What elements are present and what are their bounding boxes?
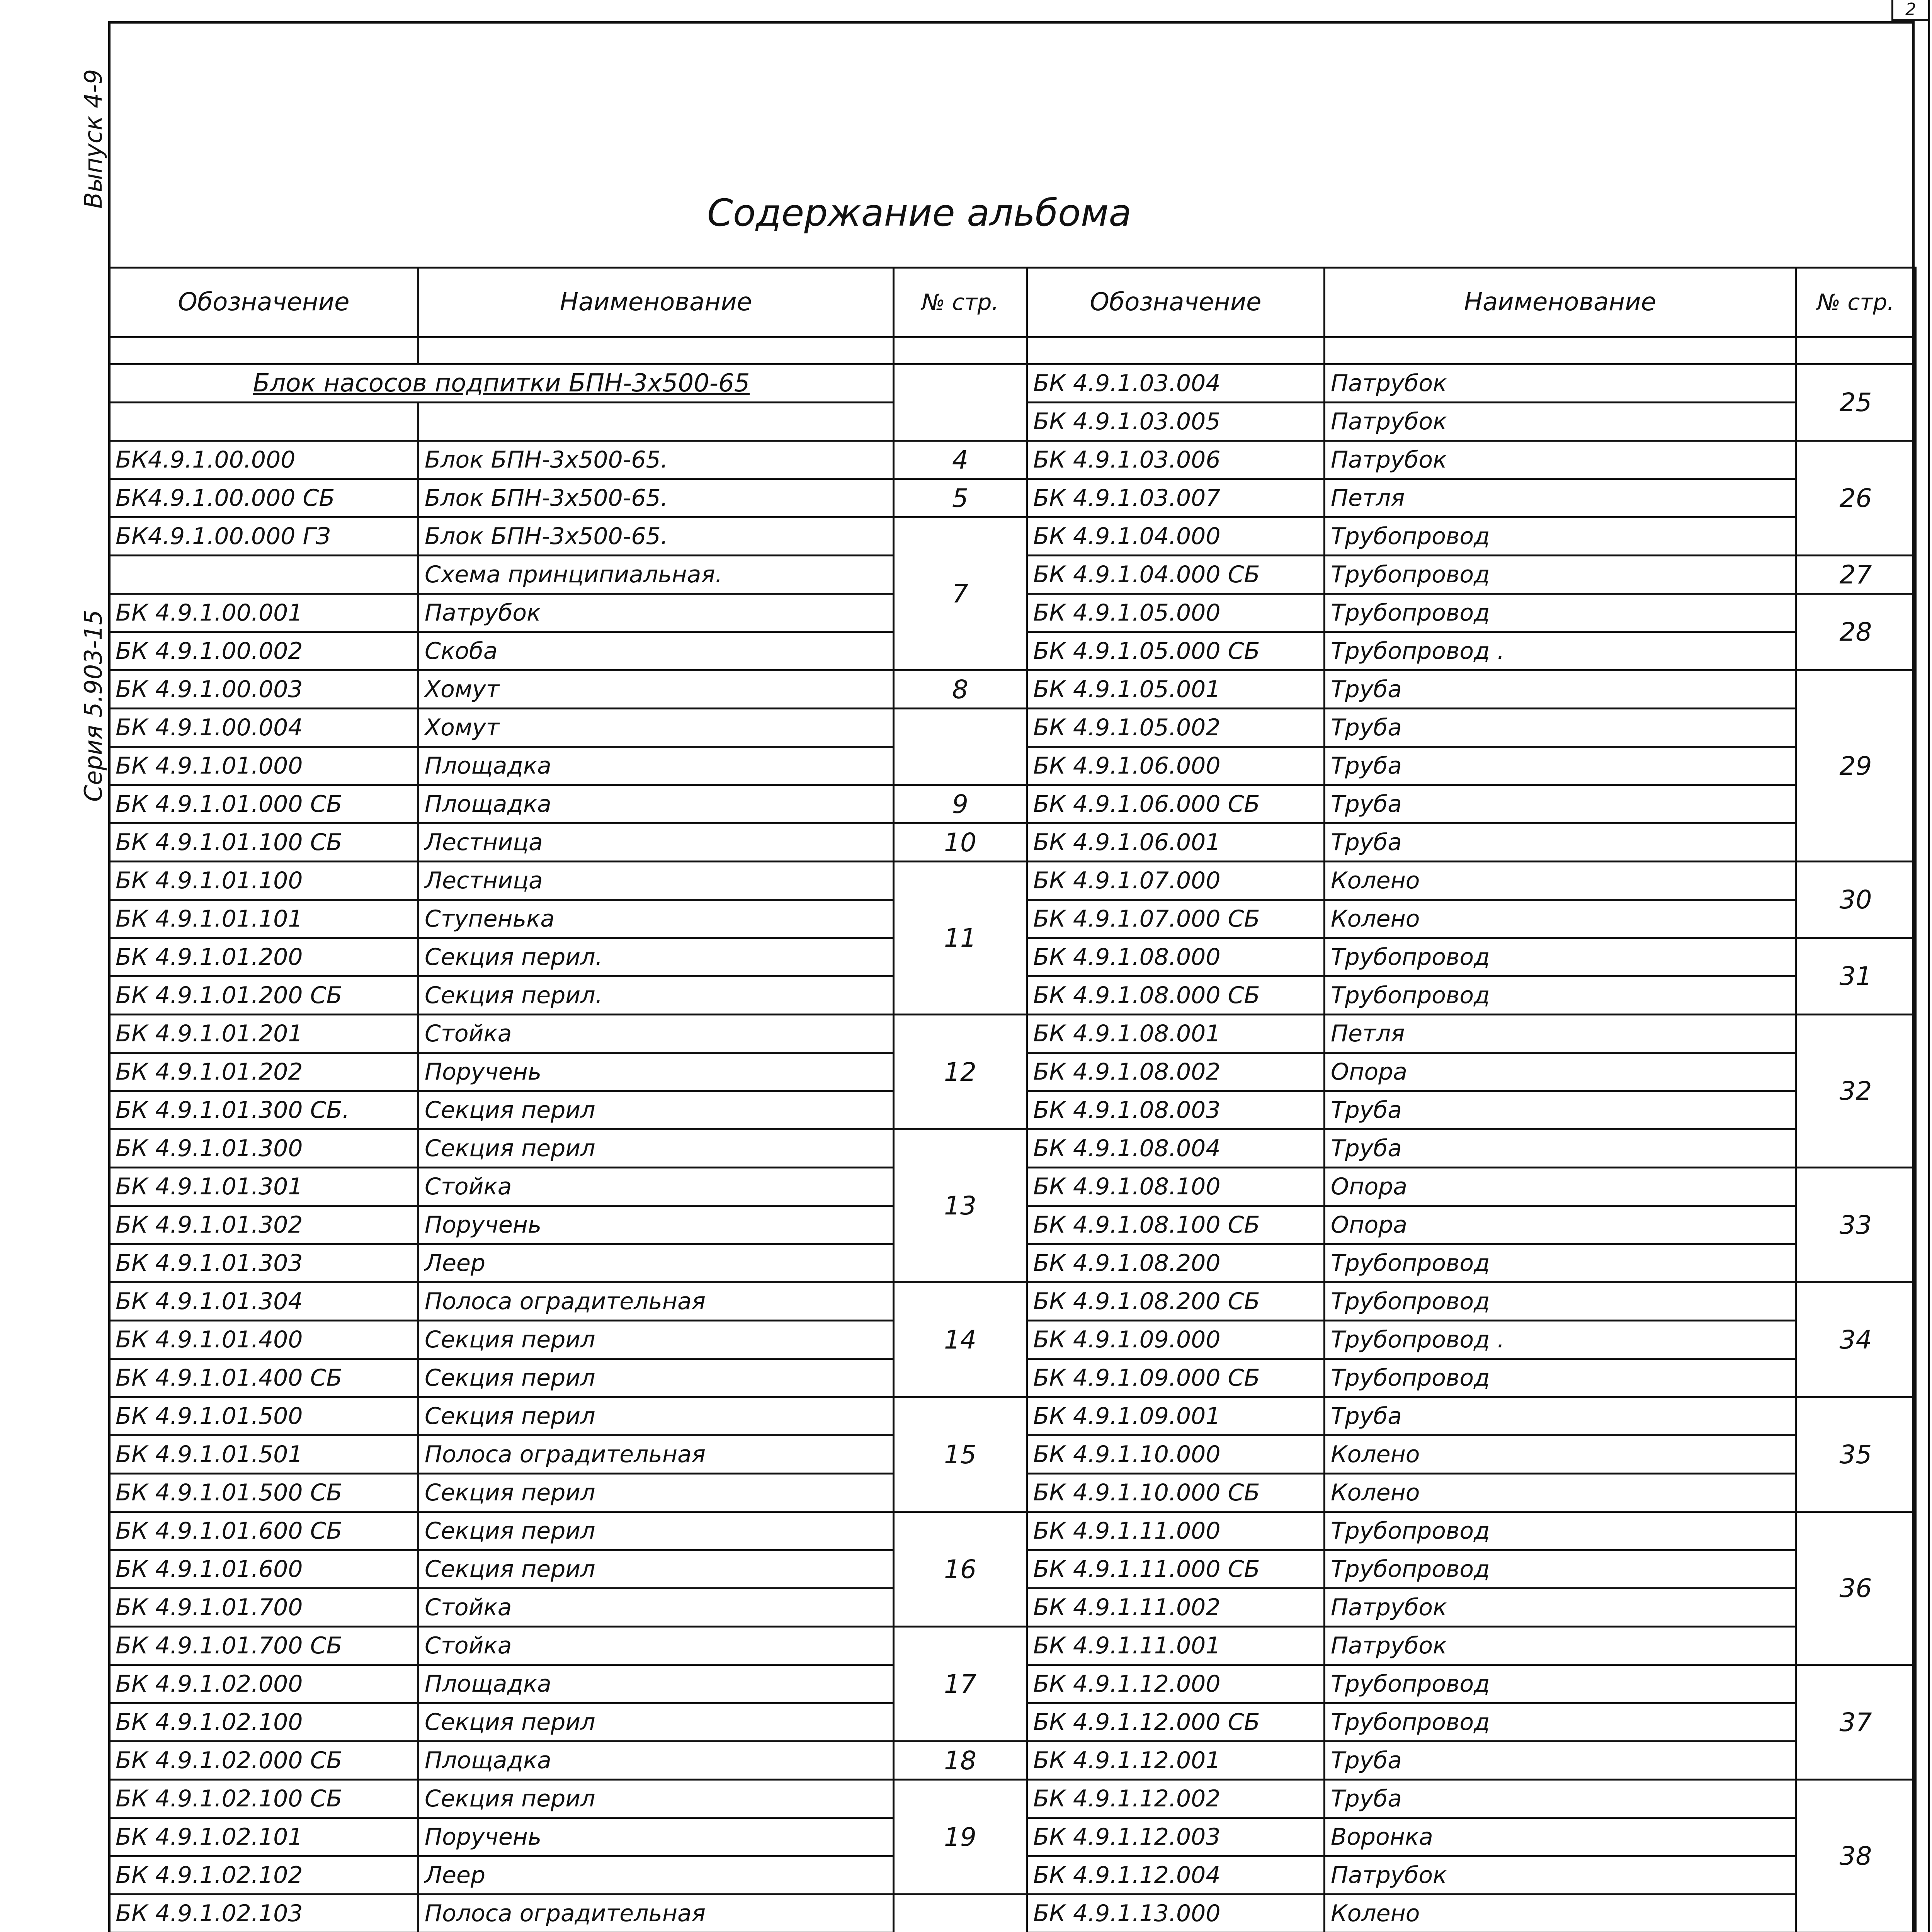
left-page-cell: 7 <box>894 517 1027 670</box>
right-name-cell: Труба <box>1325 785 1796 823</box>
right-code-cell: БК 4.9.1.12.004 <box>1027 1856 1325 1895</box>
left-name-cell: Ступенька <box>418 900 894 938</box>
right-name-cell: Патрубок <box>1325 441 1796 479</box>
left-name-cell: Хомут <box>418 709 894 747</box>
left-name-cell: Площадка <box>418 1665 894 1703</box>
right-code-cell: БК 4.9.1.05.001 <box>1027 670 1325 709</box>
right-code-cell: БК 4.9.1.08.001 <box>1027 1015 1325 1053</box>
left-page-cell: 13 <box>894 1129 1027 1282</box>
right-name-cell: Опора <box>1325 1206 1796 1244</box>
page-title: Содержание альбома <box>707 191 1132 235</box>
right-code-cell: БК 4.9.1.06.001 <box>1027 823 1325 862</box>
outer-frame-line <box>1928 0 1930 1932</box>
left-name-cell: Леер <box>418 1244 894 1282</box>
left-code-cell: БК4.9.1.00.000 <box>109 441 418 479</box>
left-name-cell <box>418 403 894 441</box>
left-name-cell: Секция перил <box>418 1321 894 1359</box>
table-row <box>109 1512 1916 1550</box>
contents-table <box>108 267 1917 1932</box>
left-page-cell: 9 <box>894 785 1027 823</box>
left-page-cell: 15 <box>894 1397 1027 1512</box>
header-page: № стр. <box>894 268 1027 337</box>
right-name-cell: Трубопровод <box>1325 1512 1796 1550</box>
table-row <box>109 1015 1916 1053</box>
right-page-cell: 33 <box>1796 1168 1916 1282</box>
right-page-cell: 38 <box>1796 1780 1916 1932</box>
left-name-cell: Секция перил <box>418 1474 894 1512</box>
left-name-cell: Полоса оградительная <box>418 1435 894 1474</box>
right-name-cell: Трубопровод <box>1325 594 1796 632</box>
left-name-cell: Скоба <box>418 632 894 670</box>
left-code-cell: БК4.9.1.00.000 СБ <box>109 479 418 517</box>
left-page-cell: 10 <box>894 823 1027 862</box>
left-code-cell: БК 4.9.1.01.202 <box>109 1053 418 1091</box>
left-name-cell: Секция перил. <box>418 938 894 976</box>
right-code-cell: БК 4.9.1.12.000 <box>1027 1665 1325 1703</box>
table-row <box>109 1895 1916 1932</box>
left-code-cell: БК 4.9.1.01.301 <box>109 1168 418 1206</box>
right-name-cell: Труба <box>1325 1397 1796 1435</box>
right-name-cell: Труба <box>1325 1742 1796 1780</box>
right-code-cell: БК 4.9.1.04.000 СБ <box>1027 556 1325 594</box>
right-page-cell: 36 <box>1796 1512 1916 1665</box>
right-code-cell: БК 4.9.1.06.000 СБ <box>1027 785 1325 823</box>
right-page-cell: 31 <box>1796 938 1916 1015</box>
right-name-cell: Трубопровод <box>1325 1244 1796 1282</box>
left-code-cell: БК 4.9.1.00.001 <box>109 594 418 632</box>
header-code: Обозначение <box>109 268 418 337</box>
header-name: Наименование <box>1325 268 1796 337</box>
left-page-cell: 14 <box>894 1282 1027 1397</box>
right-page-cell: 32 <box>1796 1015 1916 1168</box>
left-code-cell: БК 4.9.1.01.303 <box>109 1244 418 1282</box>
left-code-cell: БК 4.9.1.01.200 <box>109 938 418 976</box>
left-code-cell: БК 4.9.1.01.400 СБ <box>109 1359 418 1397</box>
left-code-cell: БК 4.9.1.01.100 СБ <box>109 823 418 862</box>
left-name-cell: Площадка <box>418 747 894 785</box>
left-code-cell: БК 4.9.1.01.101 <box>109 900 418 938</box>
left-code-cell: БК 4.9.1.01.100 <box>109 862 418 900</box>
left-page-cell <box>894 709 1027 785</box>
header-page: № стр. <box>1796 268 1916 337</box>
table-row <box>109 441 1916 479</box>
right-name-cell: Труба <box>1325 823 1796 862</box>
left-name-cell: Секция перил <box>418 1703 894 1742</box>
left-code-cell <box>109 403 418 441</box>
left-code-cell: БК 4.9.1.02.100 СБ <box>109 1780 418 1818</box>
left-name-cell: Площадка <box>418 1742 894 1780</box>
table-row <box>109 364 1916 403</box>
right-page-cell: 25 <box>1796 364 1916 441</box>
right-name-cell: Патрубок <box>1325 1627 1796 1665</box>
table-header-row <box>109 268 1916 337</box>
right-page-cell: 34 <box>1796 1282 1916 1397</box>
left-code-cell: БК 4.9.1.01.000 СБ <box>109 785 418 823</box>
left-name-cell: Поручень <box>418 1206 894 1244</box>
left-name-cell: Секция перил <box>418 1512 894 1550</box>
left-code-cell: БК 4.9.1.01.200 СБ <box>109 976 418 1015</box>
right-code-cell: БК 4.9.1.11.001 <box>1027 1627 1325 1665</box>
right-code-cell: БК 4.9.1.11.002 <box>1027 1588 1325 1627</box>
left-page-cell: 19 <box>894 1780 1027 1895</box>
table-row <box>109 1780 1916 1818</box>
left-page-cell: 11 <box>894 862 1027 1015</box>
left-name-cell: Лестница <box>418 862 894 900</box>
left-code-cell: БК 4.9.1.01.700 <box>109 1588 418 1627</box>
left-name-cell: Стойка <box>418 1588 894 1627</box>
left-name-cell: Лестница <box>418 823 894 862</box>
table-row <box>109 1282 1916 1321</box>
left-code-cell: БК 4.9.1.01.300 СБ. <box>109 1091 418 1129</box>
right-page-cell: 27 <box>1796 556 1916 594</box>
left-name-cell: Секция перил. <box>418 976 894 1015</box>
right-code-cell: БК 4.9.1.12.003 <box>1027 1818 1325 1856</box>
right-code-cell: БК 4.9.1.08.004 <box>1027 1129 1325 1168</box>
right-name-cell: Труба <box>1325 1091 1796 1129</box>
left-code-cell: БК 4.9.1.02.000 СБ <box>109 1742 418 1780</box>
left-name-cell: Полоса оградительная <box>418 1282 894 1321</box>
right-code-cell: БК 4.9.1.07.000 <box>1027 862 1325 900</box>
left-code-cell: БК 4.9.1.01.600 СБ <box>109 1512 418 1550</box>
right-code-cell: БК 4.9.1.06.000 <box>1027 747 1325 785</box>
right-name-cell: Трубопровод . <box>1325 632 1796 670</box>
left-code-cell: БК 4.9.1.02.102 <box>109 1856 418 1895</box>
left-code-cell: БК 4.9.1.01.600 <box>109 1550 418 1588</box>
right-page-cell: 30 <box>1796 862 1916 938</box>
table-row <box>109 862 1916 900</box>
right-code-cell: БК 4.9.1.08.002 <box>1027 1053 1325 1091</box>
right-page-cell: 28 <box>1796 594 1916 670</box>
left-name-cell: Стойка <box>418 1627 894 1665</box>
right-name-cell: Трубопровод <box>1325 938 1796 976</box>
right-code-cell: БК 4.9.1.08.200 СБ <box>1027 1282 1325 1321</box>
left-page-cell <box>894 364 1027 441</box>
right-code-cell: БК 4.9.1.05.000 СБ <box>1027 632 1325 670</box>
left-name-cell: Секция перил <box>418 1091 894 1129</box>
right-page-cell: 37 <box>1796 1665 1916 1780</box>
left-code-cell: БК 4.9.1.02.100 <box>109 1703 418 1742</box>
left-code-cell: БК 4.9.1.02.101 <box>109 1818 418 1856</box>
right-name-cell: Колено <box>1325 862 1796 900</box>
spacer-cell <box>418 337 894 364</box>
left-code-cell: БК 4.9.1.01.500 <box>109 1397 418 1435</box>
left-name-cell: Полоса оградительная <box>418 1895 894 1932</box>
left-page-cell: 5 <box>894 479 1027 517</box>
right-code-cell: БК 4.9.1.13.000 <box>1027 1895 1325 1932</box>
right-code-cell: БК 4.9.1.07.000 СБ <box>1027 900 1325 938</box>
table-row <box>109 1742 1916 1780</box>
right-name-cell: Колено <box>1325 1474 1796 1512</box>
spacer-cell <box>894 337 1027 364</box>
right-code-cell: БК 4.9.1.12.001 <box>1027 1742 1325 1780</box>
right-name-cell: Патрубок <box>1325 364 1796 403</box>
right-code-cell: БК 4.9.1.03.004 <box>1027 364 1325 403</box>
right-name-cell: Трубопровод <box>1325 1282 1796 1321</box>
spacer-cell <box>1325 337 1796 364</box>
right-code-cell: БК 4.9.1.05.002 <box>1027 709 1325 747</box>
right-code-cell: БК 4.9.1.08.200 <box>1027 1244 1325 1282</box>
left-name-cell: Схема принципиальная. <box>418 556 894 594</box>
table-row <box>109 670 1916 709</box>
right-name-cell: Труба <box>1325 1780 1796 1818</box>
right-name-cell: Колено <box>1325 1895 1796 1932</box>
right-code-cell: БК 4.9.1.08.000 СБ <box>1027 976 1325 1015</box>
left-code-cell: БК 4.9.1.00.002 <box>109 632 418 670</box>
left-page-cell: 8 <box>894 670 1027 709</box>
right-code-cell: БК 4.9.1.04.000 <box>1027 517 1325 556</box>
right-name-cell: Патрубок <box>1325 1588 1796 1627</box>
left-name-cell: Блок БПН-3х500-65. <box>418 441 894 479</box>
right-code-cell: БК 4.9.1.08.100 СБ <box>1027 1206 1325 1244</box>
left-code-cell: БК 4.9.1.00.003 <box>109 670 418 709</box>
left-name-cell: Леер <box>418 1856 894 1895</box>
right-code-cell: БК 4.9.1.10.000 <box>1027 1435 1325 1474</box>
right-code-cell: БК 4.9.1.08.003 <box>1027 1091 1325 1129</box>
table-row <box>109 785 1916 823</box>
right-name-cell: Трубопровод <box>1325 517 1796 556</box>
right-name-cell: Труба <box>1325 1129 1796 1168</box>
left-code-cell: БК 4.9.1.01.000 <box>109 747 418 785</box>
left-name-cell: Площадка <box>418 785 894 823</box>
right-name-cell: Трубопровод . <box>1325 1321 1796 1359</box>
page-number: 2 <box>1891 0 1928 21</box>
right-page-cell: 35 <box>1796 1397 1916 1512</box>
right-name-cell: Опора <box>1325 1168 1796 1206</box>
left-name-cell: Стойка <box>418 1015 894 1053</box>
table-row <box>109 1627 1916 1665</box>
right-code-cell: БК 4.9.1.12.002 <box>1027 1780 1325 1818</box>
right-name-cell: Трубопровод <box>1325 976 1796 1015</box>
issue-label: Выпуск 4-9 <box>79 69 107 209</box>
spacer-cell <box>109 337 418 364</box>
right-code-cell: БК 4.9.1.11.000 СБ <box>1027 1550 1325 1588</box>
left-code-cell: БК 4.9.1.01.500 СБ <box>109 1474 418 1512</box>
table-row <box>109 1129 1916 1168</box>
right-name-cell: Трубопровод <box>1325 1703 1796 1742</box>
left-code-cell: БК 4.9.1.00.004 <box>109 709 418 747</box>
left-code-cell: БК 4.9.1.01.501 <box>109 1435 418 1474</box>
left-page-cell: 12 <box>894 1015 1027 1129</box>
left-code-cell: БК 4.9.1.01.201 <box>109 1015 418 1053</box>
left-name-cell: Поручень <box>418 1053 894 1091</box>
right-name-cell: Воронка <box>1325 1818 1796 1856</box>
left-name-cell: Секция перил <box>418 1129 894 1168</box>
right-name-cell: Патрубок <box>1325 403 1796 441</box>
right-name-cell: Труба <box>1325 670 1796 709</box>
left-name-cell: Секция перил <box>418 1397 894 1435</box>
left-name-cell: Патрубок <box>418 594 894 632</box>
right-name-cell: Патрубок <box>1325 1856 1796 1895</box>
right-code-cell: БК 4.9.1.08.000 <box>1027 938 1325 976</box>
right-code-cell: БК 4.9.1.03.005 <box>1027 403 1325 441</box>
right-name-cell: Труба <box>1325 747 1796 785</box>
spacer-cell <box>1027 337 1325 364</box>
left-code-cell: БК 4.9.1.01.400 <box>109 1321 418 1359</box>
right-name-cell: Опора <box>1325 1053 1796 1091</box>
table-row <box>109 823 1916 862</box>
left-page-cell: 17 <box>894 1627 1027 1742</box>
left-name-cell: Поручень <box>418 1818 894 1856</box>
right-name-cell: Труба <box>1325 709 1796 747</box>
right-code-cell: БК 4.9.1.03.006 <box>1027 441 1325 479</box>
table-row <box>109 709 1916 747</box>
left-code-cell: БК 4.9.1.02.000 <box>109 1665 418 1703</box>
right-page-cell: 29 <box>1796 670 1916 862</box>
left-page-cell: 18 <box>894 1742 1027 1780</box>
right-code-cell: БК 4.9.1.09.000 СБ <box>1027 1359 1325 1397</box>
left-page-cell <box>894 1895 1027 1932</box>
left-code-cell: БК 4.9.1.01.304 <box>109 1282 418 1321</box>
left-name-cell: Блок БПН-3х500-65. <box>418 479 894 517</box>
right-name-cell: Петля <box>1325 479 1796 517</box>
left-code-cell <box>109 556 418 594</box>
left-name-cell: Хомут <box>418 670 894 709</box>
right-code-cell: БК 4.9.1.10.000 СБ <box>1027 1474 1325 1512</box>
right-name-cell: Трубопровод <box>1325 1359 1796 1397</box>
right-name-cell: Колено <box>1325 1435 1796 1474</box>
table-row <box>109 479 1916 517</box>
right-page-cell: 26 <box>1796 441 1916 556</box>
right-name-cell: Трубопровод <box>1325 1665 1796 1703</box>
left-code-cell: БК4.9.1.00.000 ГЗ <box>109 517 418 556</box>
right-name-cell: Трубопровод <box>1325 556 1796 594</box>
left-code-cell: БК 4.9.1.01.700 СБ <box>109 1627 418 1665</box>
spacer-row <box>109 337 1916 364</box>
right-code-cell: БК 4.9.1.03.007 <box>1027 479 1325 517</box>
left-name-cell: Блок БПН-3х500-65. <box>418 517 894 556</box>
right-code-cell: БК 4.9.1.12.000 СБ <box>1027 1703 1325 1742</box>
left-name-cell: Стойка <box>418 1168 894 1206</box>
right-code-cell: БК 4.9.1.09.000 <box>1027 1321 1325 1359</box>
right-code-cell: БК 4.9.1.08.100 <box>1027 1168 1325 1206</box>
left-page-cell: 16 <box>894 1512 1027 1627</box>
left-page-cell: 4 <box>894 441 1027 479</box>
spacer-cell <box>1796 337 1916 364</box>
right-code-cell: БК 4.9.1.09.001 <box>1027 1397 1325 1435</box>
left-name-cell: Секция перил <box>418 1550 894 1588</box>
left-code-cell: БК 4.9.1.02.103 <box>109 1895 418 1932</box>
right-name-cell: Петля <box>1325 1015 1796 1053</box>
header-code: Обозначение <box>1027 268 1325 337</box>
right-code-cell: БК 4.9.1.05.000 <box>1027 594 1325 632</box>
right-name-cell: Трубопровод <box>1325 1550 1796 1588</box>
header-name: Наименование <box>418 268 894 337</box>
section-title: Блок насосов подпитки БПН-3х500-65 <box>109 364 894 403</box>
left-name-cell: Секция перил <box>418 1359 894 1397</box>
left-name-cell: Секция перил <box>418 1780 894 1818</box>
table-row <box>109 517 1916 556</box>
left-code-cell: БК 4.9.1.01.300 <box>109 1129 418 1168</box>
left-code-cell: БК 4.9.1.01.302 <box>109 1206 418 1244</box>
right-name-cell: Колено <box>1325 900 1796 938</box>
table-row <box>109 1397 1916 1435</box>
series-label: Серия 5.903-15 <box>79 610 107 802</box>
right-code-cell: БК 4.9.1.11.000 <box>1027 1512 1325 1550</box>
